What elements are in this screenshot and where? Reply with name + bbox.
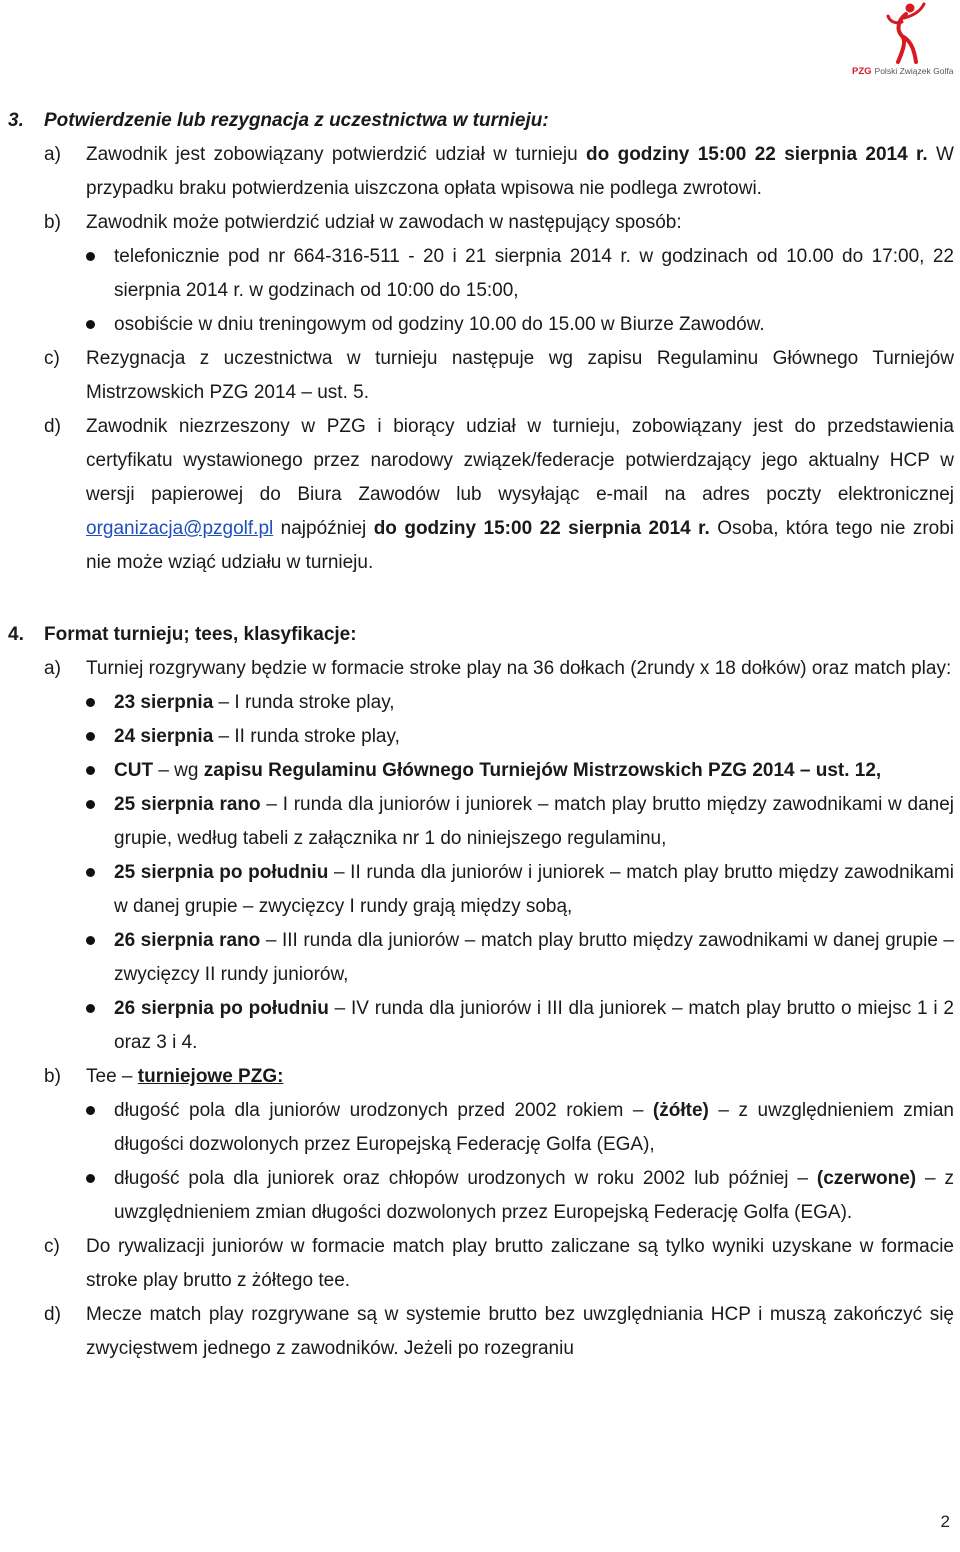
- bullet-text: długość pola dla juniorów urodzonych przed 2002 rokiem –: [114, 1100, 653, 1121]
- bullet-item: [86, 308, 954, 342]
- bullet-icon: [86, 1162, 114, 1230]
- bullet-item: [86, 788, 954, 856]
- page-number: 2: [940, 1512, 950, 1531]
- item-text: Rezygnacja z uczestnictwa w turnieju następuje wg zapisu Regulaminu Głównego Turniejów Mistrzowskich PZG 2014 – ust. 5.: [86, 348, 954, 403]
- item-text: Turniej rozgrywany będzie w formacie stroke play na 36 dołkach (2rundy x 18 dołków) oraz match play:: [86, 658, 952, 679]
- logo-subtitle: Polski Związek Golfa: [874, 66, 954, 76]
- bullet-item: [86, 856, 954, 924]
- item-text: Do rywalizacji juniorów w formacie match play brutto zaliczane są tylko wyniki uzyskane w formacie stroke play brutto z żółtego tee.: [86, 1236, 954, 1291]
- item-4d: [44, 1298, 954, 1366]
- bullet-icon: [86, 240, 114, 308]
- section-title: Potwierdzenie lub rezygnacja z uczestnictwa w turnieju:: [44, 110, 549, 131]
- item-label: b): [44, 1066, 61, 1087]
- bullet-item: [86, 1162, 954, 1230]
- logo-brand: PZG: [852, 66, 872, 77]
- item-text: najpóźniej: [273, 518, 374, 539]
- item-text: Mecze match play rozgrywane są w systemie brutto bez uwzględniania HCP i muszą zakończyć się zwycięstwem jednego z zawodników. Jeżeli po rozegraniu: [86, 1304, 954, 1359]
- item-3c: [44, 342, 954, 410]
- bullet-text: – I runda stroke play,: [213, 692, 395, 713]
- bullet-icon: [86, 686, 114, 720]
- section-number: 4.: [8, 624, 24, 645]
- pzg-logo: [850, 0, 960, 85]
- bullet-item: [86, 240, 954, 308]
- bullet-text: – III runda dla juniorów – match play brutto między zawodnikami w danej grupie – zwycięzcy II rundy juniorów,: [114, 930, 955, 985]
- item-label: a): [44, 658, 61, 679]
- bullet-text: – IV runda dla juniorów i III dla juniorek – match play brutto o miejsc 1 i 2 oraz 3 i 4.: [114, 998, 954, 1053]
- bullet-date: 24 sierpnia: [114, 726, 214, 747]
- bullet-item: [86, 992, 954, 1060]
- item-4b: [44, 1060, 954, 1094]
- item-3a: [44, 138, 954, 206]
- item-bold-text: do godziny 15:00 22 sierpnia 2014 r.: [373, 518, 710, 539]
- bullet-icon: [86, 308, 114, 342]
- bullet-item: [86, 754, 954, 788]
- bullet-date: 23 sierpnia: [114, 692, 214, 713]
- bullet-item: [86, 1094, 954, 1162]
- item-label: d): [44, 416, 61, 437]
- item-text: W przypadku braku potwierdzenia uiszczona opłata wpisowa nie podlega zwrotowi.: [86, 144, 954, 199]
- bullet-text: – wg: [153, 760, 204, 781]
- bullet-icon: [86, 992, 114, 1060]
- item-label: c): [44, 1236, 60, 1257]
- item-text: Zawodnik może potwierdzić udział w zawodach w następujący sposób:: [86, 212, 682, 233]
- item-label: b): [44, 212, 61, 233]
- section-title: Format turnieju; tees, klasyfikacje:: [44, 624, 357, 645]
- bullet-text: długość pola dla juniorek oraz chłopów urodzonych w roku 2002 lub później –: [114, 1168, 817, 1189]
- bullet-icon: [86, 754, 114, 788]
- item-text: Osoba, która tego nie zrobi nie może wziąć udziału w turnieju.: [86, 518, 955, 573]
- email-link[interactable]: organizacja@pzgolf.pl: [86, 518, 274, 539]
- item-text: Tee –: [86, 1066, 138, 1087]
- bullet-text: – z uwzględnieniem zmian długości dozwolonych przez Europejską Federację Golfa (EGA),: [114, 1100, 954, 1155]
- tee-color: (czerwone): [816, 1168, 917, 1189]
- bullet-text: telefonicznie pod nr 664-316-511 - 20 i 21 sierpnia 2014 r. w godzinach od 10.00 do 17:00, 22 sierpnia 2014 r. w godzinach od 10:00 do 15:00,: [114, 246, 954, 301]
- bullet-date: 26 sierpnia rano: [114, 930, 261, 951]
- bullet-bold-text: zapisu Regulaminu Głównego Turniejów Mistrzowskich PZG 2014 – ust. 12,: [203, 760, 882, 781]
- bullet-date: 25 sierpnia rano: [114, 794, 261, 815]
- section-number: 3.: [8, 110, 24, 131]
- bullet-text: – II runda dla juniorów i juniorek – match play brutto między zawodnikami w danej grupie – zwycięzcy I rundy grają między sobą,: [114, 862, 954, 917]
- bullet-date: 26 sierpnia po południu: [114, 998, 329, 1019]
- bullet-icon: [86, 788, 114, 856]
- bullet-text: – z uwzględnieniem zmian długości dozwolonych przez Europejską Federację Golfa (EGA).: [114, 1168, 954, 1223]
- item-4a: [44, 652, 954, 686]
- item-3b: [44, 206, 954, 240]
- item-3d: [44, 410, 954, 580]
- bullet-item: [86, 686, 954, 720]
- section-4-heading: [8, 618, 954, 652]
- document-body: [8, 104, 954, 1366]
- item-label: d): [44, 1304, 61, 1325]
- bullet-item: [86, 720, 954, 754]
- item-text: Zawodnik niezrzeszony w PZG i biorący udział w turnieju, zobowiązany jest do przedstawienia certyfikatu wystawionego przez narodowy związek/federacje potwierdzający jego aktualny HCP w wersji papierowej do Biura Zawodów lub wysyłając e-mail na adres poczty elektronicznej: [86, 416, 954, 505]
- item-underlined-text: turniejowe PZG:: [137, 1066, 284, 1087]
- item-text: Zawodnik jest zobowiązany potwierdzić udział w turnieju: [86, 144, 587, 165]
- bullet-icon: [86, 1094, 114, 1162]
- bullet-icon: [86, 856, 114, 924]
- bullet-text: – II runda stroke play,: [213, 726, 400, 747]
- bullet-icon: [86, 720, 114, 754]
- bullet-item: [86, 924, 954, 992]
- bullet-icon: [86, 924, 114, 992]
- item-4c: [44, 1230, 954, 1298]
- golfer-icon: [884, 2, 930, 66]
- item-label: c): [44, 348, 60, 369]
- bullet-text: osobiście w dniu treningowym od godziny 10.00 do 15.00 w Biurze Zawodów.: [114, 314, 765, 335]
- item-label: a): [44, 144, 61, 165]
- bullet-date: 25 sierpnia po południu: [114, 862, 329, 883]
- item-bold-text: do godziny 15:00 22 sierpnia 2014 r.: [586, 144, 928, 165]
- bullet-text: – I runda dla juniorów i juniorek – match play brutto między zawodnikami w danej grupie, według tabeli z załącznika nr 1 do niniejszego regulaminu,: [114, 794, 954, 849]
- section-3-heading: [8, 104, 954, 138]
- bullet-date: CUT: [114, 760, 154, 781]
- tee-color: (żółte): [652, 1100, 709, 1121]
